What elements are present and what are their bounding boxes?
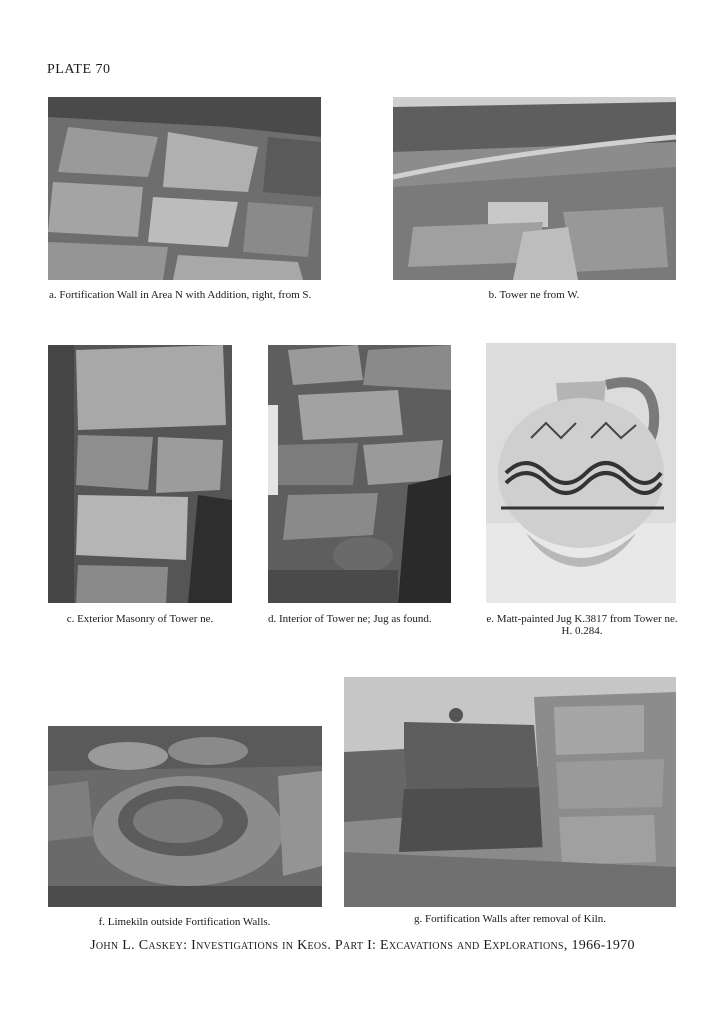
photo-c-exterior-masonry (48, 345, 232, 603)
photo-f-limekiln (48, 726, 322, 907)
photo-a-fortification-wall (48, 97, 321, 280)
caption-b: b. Tower ne from W. (488, 289, 580, 301)
photo-b-tower-ne (393, 97, 676, 280)
caption-f: f. Limekiln outside Fortification Walls. (98, 916, 271, 928)
caption-g: g. Fortification Walls after removal of Kiln. (414, 913, 606, 925)
plate-label: PLATE 70 (47, 62, 111, 77)
caption-e: e. Matt-painted Jug K.3817 from Tower ne. H. 0.284. (486, 613, 678, 637)
caption-a: a. Fortification Wall in Area N with Addition, right, from S. (49, 289, 312, 301)
photo-g-fortification-walls (344, 677, 676, 907)
photo-e-matt-painted-jug (486, 343, 676, 603)
footer-citation: John L. Caskey: Investigations in Keos. Part I: Excavations and Explorations, 1966-1970 (90, 938, 635, 953)
caption-d: d. Interior of Tower ne; Jug as found. (268, 613, 432, 625)
photo-d-interior-tower (268, 345, 451, 603)
caption-c: c. Exterior Masonry of Tower ne. (66, 613, 214, 625)
